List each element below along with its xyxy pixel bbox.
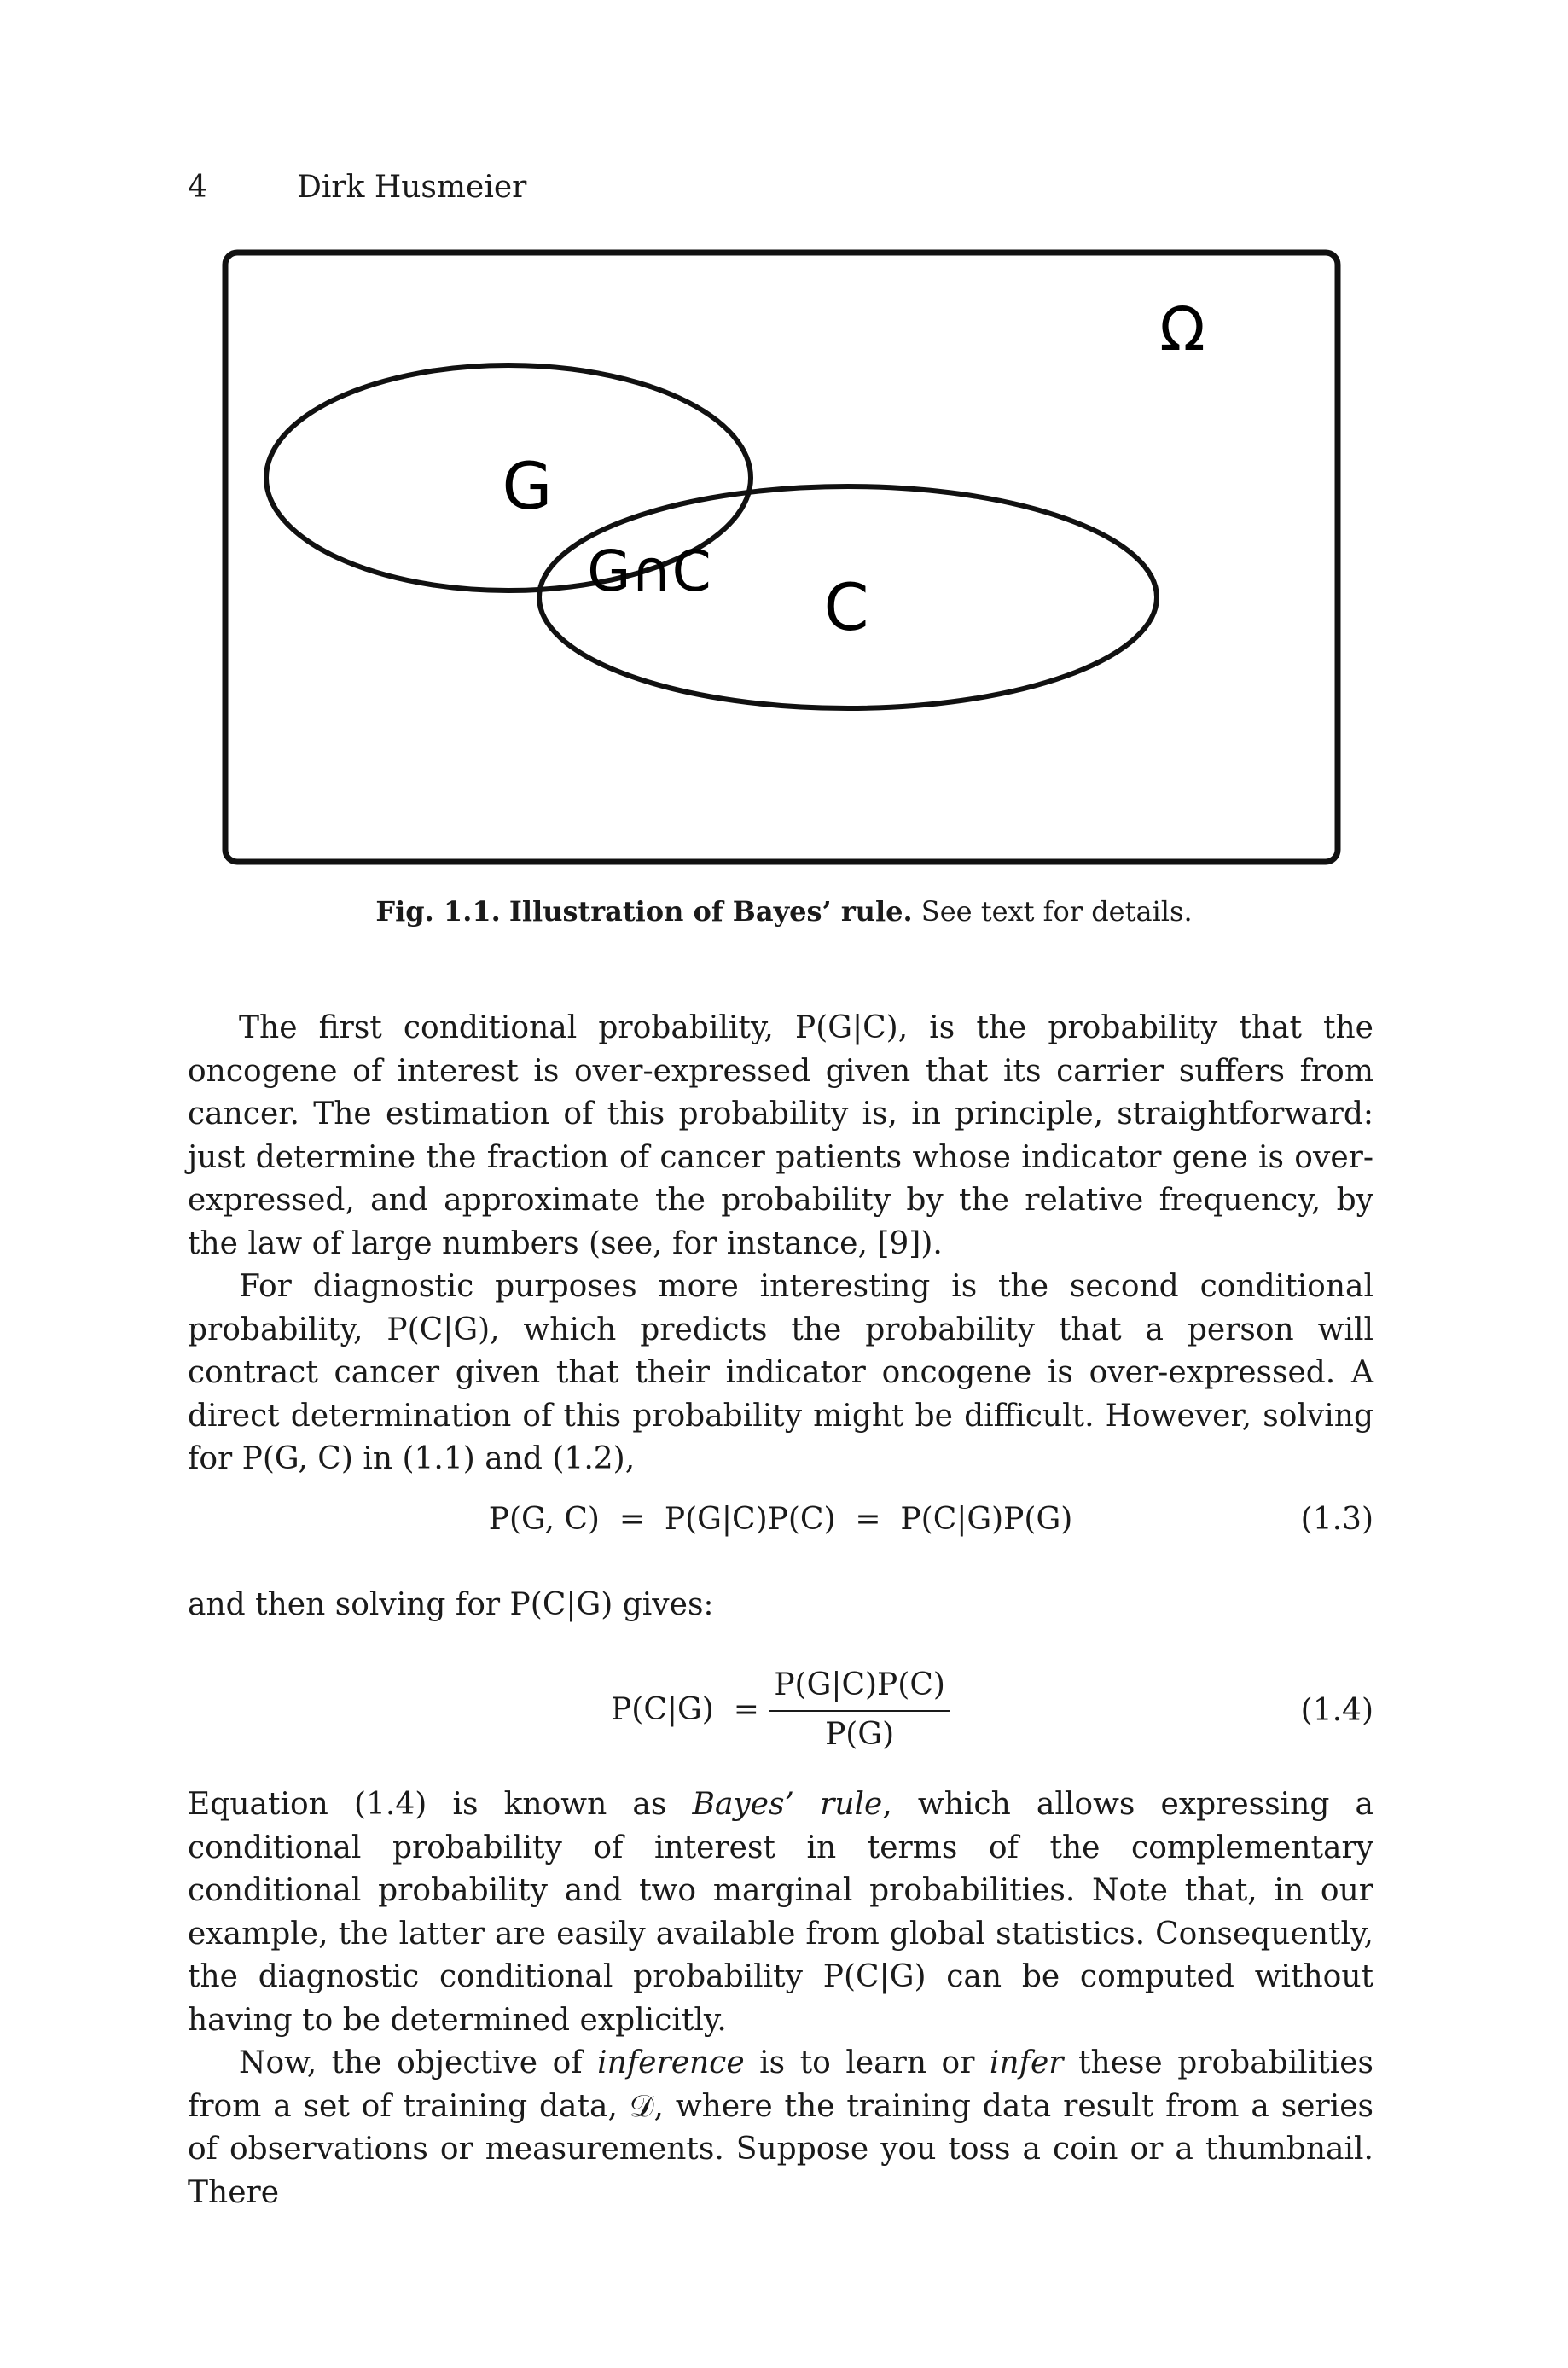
paragraph-block-1 xyxy=(188,1007,1373,1481)
paragraph-2: For diagnostic purposes more interesting is the second conditional probability, P(C|G), which predicts the probability that a person will contract cancer given that their indicator oncogene is over-expressed. A direct determination of this probability might be difficult. However, solving for P(G, C) in (1.1) and (1.2), xyxy=(188,1269,1373,1476)
equation-1-3-number: (1.3) xyxy=(1300,1502,1373,1537)
equation-1-4-fraction xyxy=(769,1664,950,1756)
paragraph-4-start: Equation (1.4) is known as xyxy=(188,1787,693,1822)
figure-caption xyxy=(0,893,1568,930)
paragraph-5-mid: is to learn or xyxy=(744,2045,990,2080)
omega-label: Ω xyxy=(1159,294,1205,364)
venn-diagram-figure xyxy=(218,246,1344,869)
paragraph-5-rest: these probabilities from a set of training data, 𝒟, where the training data result from a series of observations or measurements. Suppose you toss a coin or a thumbnail. There xyxy=(188,2045,1374,2210)
bayes-rule-emphasis: Bayes’ rule xyxy=(692,1787,883,1822)
caption-title: Illustration of Bayes’ rule. xyxy=(508,895,913,928)
paragraph-5-start: Now, the objective of xyxy=(239,2045,598,2080)
paragraph-4 xyxy=(188,1783,1373,2042)
equation-1-4-denominator: P(G) xyxy=(825,1717,895,1752)
c-label: C xyxy=(823,569,869,645)
inference-emphasis: inference xyxy=(597,2045,745,2080)
equation-1-3-body: P(G, C) = P(G|C)P(C) = P(C|G)P(G) xyxy=(488,1502,1073,1537)
equation-1-4-numerator: P(G|C)P(C) xyxy=(769,1664,950,1712)
equation-1-4 xyxy=(188,1664,1373,1758)
equation-1-4-lhs: P(C|G) = xyxy=(611,1692,759,1727)
intersection-label: G∩C xyxy=(587,538,711,604)
paragraph-4-rest: , which allows expressing a conditional probability of interest in terms of the complementary conditional probability and two marginal probabilities. Note that, in our example, the latter are easily available from global statistics. Consequently, the diagnostic conditional probability P(C|G) can be computed without having to be determined explicitly. xyxy=(188,1787,1373,2038)
equation-1-4-body xyxy=(188,1664,1373,1756)
page-number: 4 xyxy=(188,170,207,205)
paragraph-1: The first conditional probability, P(G|C), is the probability that the oncogene of interest is over-expressed given that its carrier suffers from cancer. The estimation of this probability is, in principle, straightforward: just determine the fraction of cancer patients whose indicator gene is over-expressed, and approximate the probability by the relative frequency, by the law of large numbers (see, for instance, [9]). xyxy=(188,1010,1373,1261)
paragraph-3: and then solving for P(C|G) gives: xyxy=(188,1587,714,1622)
paragraph-5 xyxy=(188,2042,1373,2214)
g-label: G xyxy=(502,448,553,524)
infer-emphasis: infer xyxy=(989,2045,1064,2080)
venn-diagram xyxy=(218,246,1344,869)
running-head xyxy=(188,167,526,208)
paragraph-block-3 xyxy=(188,1783,1373,2214)
equation-1-4-number: (1.4) xyxy=(1300,1693,1373,1728)
running-head-author: Dirk Husmeier xyxy=(297,170,527,205)
caption-text: See text for details. xyxy=(920,895,1193,928)
caption-label: Fig. 1.1. xyxy=(375,895,501,928)
paragraph-block-2 xyxy=(188,1584,1373,1627)
